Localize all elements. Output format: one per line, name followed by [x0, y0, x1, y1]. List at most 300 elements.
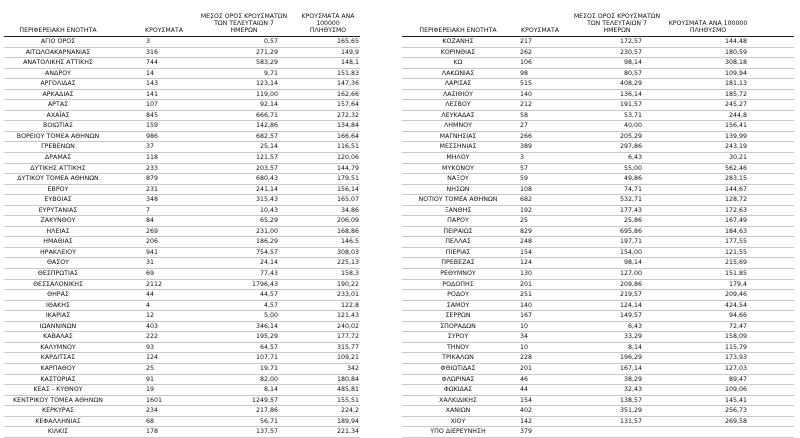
table-row	[402, 237, 794, 248]
region-cell: ΤΗΝΟΥ	[446, 343, 470, 351]
per100k-cell: 165,65	[336, 38, 359, 45]
table-row	[402, 121, 794, 132]
region-cell: ΞΑΝΘΗΣ	[444, 206, 472, 214]
per100k-cell: 34,86	[340, 206, 359, 214]
table-row	[402, 58, 794, 69]
avg-cell: 24,14	[259, 259, 278, 267]
per100k-cell: 424,54	[724, 301, 747, 309]
cases-cell: 201	[520, 364, 533, 372]
cases-cell: 68	[146, 417, 155, 425]
avg-cell: 38,29	[623, 375, 642, 383]
cases-cell: 93	[146, 343, 155, 351]
per100k-cell: 148,1	[340, 59, 359, 67]
per100k-cell: 244,8	[728, 111, 747, 119]
table-row	[402, 142, 794, 153]
region-cell: ΛΕΣΒΟΥ	[445, 101, 471, 109]
avg-cell: 754,57	[255, 248, 278, 256]
region-cell: ΧΙΟΥ	[450, 417, 466, 425]
avg-cell: 121,57	[255, 154, 278, 162]
table-row	[402, 206, 794, 217]
avg-cell: 271,29	[255, 48, 278, 56]
table-row	[4, 385, 360, 396]
region-cell: ΑΙΤΩΛΟΑΚΑΡΝΑΝΙΑΣ	[25, 48, 91, 56]
per100k-header-line-1: ΚΡΟΥΣΜΑΤΑ ΑΝΑ 100000	[301, 13, 355, 27]
cases-cell: 106	[520, 59, 533, 67]
left-table-body	[4, 37, 360, 438]
per100k-cell: 109,94	[724, 69, 747, 77]
avg-cell: 0,57	[263, 38, 278, 45]
cases-cell: 140	[520, 90, 533, 98]
cases-cell: 402	[520, 407, 533, 415]
table-row	[402, 290, 794, 301]
cases-cell: 31	[146, 259, 155, 267]
avg-cell: 98,14	[623, 259, 642, 267]
per100k-cell: 162,66	[336, 90, 359, 98]
table-row	[402, 79, 794, 90]
region-cell: ΦΛΩΡΙΝΑΣ	[441, 375, 475, 383]
region-cell: ΥΠΟ ΔΙΕΡΕΥΝΗΣΗ	[430, 428, 486, 436]
per100k-header-line-2: ΠΛΗΘΥΣΜΟ	[689, 27, 727, 34]
per100k-cell: 151,83	[336, 69, 359, 77]
per100k-cell: 308,03	[336, 248, 359, 256]
per100k-cell: 240,02	[336, 322, 359, 330]
per100k-cell: 134,84	[336, 122, 359, 130]
avg-cell: 56,71	[259, 417, 278, 425]
per100k-cell: 147,36	[336, 80, 359, 88]
region-cell: ΣΑΜΟΥ	[446, 301, 470, 309]
table-row	[402, 385, 794, 396]
region-cell: ΗΜΑΘΙΑΣ	[43, 238, 73, 246]
per100k-cell: 89,47	[728, 375, 747, 383]
per100k-cell: 256,73	[724, 407, 747, 415]
per100k-header	[668, 20, 748, 34]
region-cell: ΝΟΤΙΟΥ ΤΟΜΕΑ ΑΘΗΝΩΝ	[418, 196, 498, 204]
region-cell: ΣΕΡΡΩΝ	[445, 312, 471, 320]
avg-cell: 44,57	[259, 291, 278, 299]
region-cell: ΚΑΡΔΙΤΣΑΣ	[40, 354, 76, 362]
table-row	[4, 79, 360, 90]
cases-cell: 4	[146, 301, 151, 309]
cases-cell: 248	[520, 238, 533, 246]
region-cell: ΑΡΓΟΛΙΔΑΣ	[40, 80, 76, 88]
per100k-cell: 243,19	[724, 143, 747, 151]
avg-cell: 9,71	[263, 69, 278, 77]
cases-cell: 941	[146, 248, 159, 256]
table-row	[4, 100, 360, 111]
region-cell: ΛΑΚΩΝΙΑΣ	[441, 69, 475, 77]
per100k-cell: 184,63	[724, 227, 747, 235]
cases-cell: 46	[520, 375, 529, 383]
avg-cell: 209,86	[619, 280, 642, 288]
cases-cell: 845	[146, 111, 159, 119]
region-cell: ΙΘΑΚΗΣ	[46, 301, 70, 309]
cases-cell: 142	[520, 417, 533, 425]
cases-cell: 682	[520, 196, 533, 204]
cases-cell: 84	[146, 217, 155, 225]
avg-cell: 351,29	[619, 407, 642, 415]
table-row	[4, 248, 360, 259]
avg-cell: 119,00	[255, 90, 278, 98]
cases-cell: 108	[520, 185, 533, 193]
per100k-cell: 233,01	[336, 291, 359, 299]
region-cell: ΚΑΛΥΜΝΟΥ	[40, 343, 76, 351]
cases-cell: 3	[146, 38, 151, 45]
cases-cell: 379	[520, 428, 533, 436]
region-header: ΠΕΡΙΦΕΡΕΙΑΚΗ ΕΝΟΤΗΤΑ	[19, 27, 97, 34]
table-row	[4, 206, 360, 217]
region-cell: ΘΕΣΠΡΩΤΙΑΣ	[37, 270, 79, 278]
region-cell: ΣΠΟΡΑΔΩΝ	[440, 322, 476, 330]
cases-cell: 167	[520, 312, 533, 320]
per100k-cell: 121,43	[336, 312, 359, 320]
cases-cell: 154	[520, 396, 533, 404]
cases-cell: 348	[146, 196, 159, 204]
region-cell: ΡΕΘΥΜΝΟΥ	[440, 270, 476, 278]
region-cell: ΘΗΡΑΣ	[47, 291, 69, 299]
avg-cell: 186,29	[255, 238, 278, 246]
region-cell: ΘΕΣΣΑΛΟΝΙΚΗΣ	[33, 280, 83, 288]
region-header: ΠΕΡΙΦΕΡΕΙΑΚΗ ΕΝΟΤΗΤΑ	[419, 27, 497, 34]
table-row	[4, 164, 360, 175]
region-cell: ΝΑΞΟΥ	[447, 175, 469, 183]
avg-cell: 196,29	[619, 354, 642, 362]
cases-cell: 192	[520, 206, 533, 214]
per100k-cell: 224,2	[340, 407, 359, 415]
avg-cell: 195,29	[255, 333, 278, 341]
table-row	[402, 216, 794, 227]
right-table-header	[402, 6, 794, 37]
table-row	[402, 301, 794, 312]
region-cell: ΚΕΡΚΥΡΑΣ	[42, 407, 74, 415]
region-cell: ΜΥΚΟΝΟΥ	[442, 164, 474, 172]
cases-cell: 25	[146, 364, 155, 372]
cases-cell: 98	[520, 69, 529, 77]
avg-cell: 666,71	[255, 111, 278, 119]
per100k-cell: 342	[346, 364, 359, 372]
avg-header-line-3: ΗΜΕΡΩΝ	[230, 27, 258, 34]
avg-cell: 203,57	[255, 164, 278, 172]
cases-cell: 217	[520, 38, 533, 45]
per100k-cell: 155,51	[336, 396, 359, 404]
table-row	[4, 332, 360, 343]
avg-header-line-2: ΤΩΝ ΤΕΛΕΥΤΑΙΩΝ 7	[587, 20, 647, 27]
table-row	[4, 301, 360, 312]
table-row	[4, 343, 360, 354]
avg-cell: 583,29	[255, 59, 278, 67]
cases-cell: 141	[146, 90, 159, 98]
region-cell: ΔΥΤΙΚΗΣ ΑΤΤΙΚΗΣ	[30, 164, 86, 172]
table-row	[4, 364, 360, 375]
table-row	[402, 364, 794, 375]
avg-cell: 532,71	[619, 196, 642, 204]
region-cell: ΠΙΕΡΙΑΣ	[445, 248, 471, 256]
region-cell: ΜΕΣΣΗΝΙΑΣ	[439, 143, 477, 151]
avg-cell: 5,00	[263, 312, 278, 320]
avg-cell: 1796,43	[251, 280, 278, 288]
per100k-cell: 109,21	[336, 354, 359, 362]
avg-cell: 25,14	[259, 143, 278, 151]
region-cell: ΜΗΛΟΥ	[446, 154, 470, 162]
per100k-cell: 165,07	[336, 196, 359, 204]
table-row	[402, 185, 794, 196]
table-row	[4, 237, 360, 248]
table-row	[4, 417, 360, 428]
table-row	[4, 311, 360, 322]
table-row	[402, 164, 794, 175]
region-cell: ΚΟΡΙΝΘΙΑΣ	[440, 48, 476, 56]
avg-header	[200, 13, 288, 34]
cases-cell: 228	[520, 354, 533, 362]
table-row	[4, 142, 360, 153]
cases-cell: 44	[520, 386, 529, 394]
cases-cell: 19	[146, 386, 155, 394]
per100k-cell: 308,18	[724, 59, 747, 67]
region-cell: ΒΟΡΕΙΟΥ ΤΟΜΕΑ ΑΘΗΝΩΝ	[16, 132, 100, 140]
cases-cell: 829	[520, 227, 533, 235]
table-row	[402, 132, 794, 143]
cases-cell: 37	[146, 143, 155, 151]
avg-cell: 77,43	[259, 270, 278, 278]
region-cell: ΜΑΓΝΗΣΙΑΣ	[439, 132, 477, 140]
avg-cell: 197,71	[619, 238, 642, 246]
cases-cell: 124	[520, 259, 533, 267]
table-row	[4, 111, 360, 122]
avg-header	[572, 13, 662, 34]
table-row	[4, 227, 360, 238]
cases-cell: 251	[520, 291, 533, 299]
table-row	[4, 185, 360, 196]
region-cell: ΠΑΡΟΥ	[447, 217, 469, 225]
region-cell: ΕΒΡΟΥ	[47, 185, 69, 193]
avg-header-line-1: ΜΕΣΟΣ ΟΡΟΣ ΚΡΟΥΣΜΑΤΩΝ	[200, 13, 288, 20]
region-cell: ΒΟΙΩΤΙΑΣ	[43, 122, 73, 130]
region-cell: ΚΕΑΣ - ΚΥΘΝΟΥ	[33, 386, 83, 394]
per100k-cell: 156,41	[724, 122, 747, 130]
table-row	[4, 406, 360, 417]
table-row	[402, 111, 794, 122]
cases-cell: 91	[146, 375, 155, 383]
left-table	[4, 6, 360, 438]
per100k-cell: 215,69	[724, 259, 747, 267]
table-row	[4, 121, 360, 132]
per100k-cell: 177,55	[724, 238, 747, 246]
cases-cell: 7	[146, 206, 151, 214]
table-row	[4, 427, 360, 438]
table-row	[402, 353, 794, 364]
cases-cell: 986	[146, 132, 159, 140]
avg-cell: 123,14	[255, 80, 278, 88]
table-row	[402, 280, 794, 291]
per100k-cell: 172,63	[724, 206, 747, 214]
table-row	[4, 90, 360, 101]
table-row	[4, 216, 360, 227]
per100k-cell: 206,09	[336, 217, 359, 225]
table-row	[4, 48, 360, 59]
region-cell: ΑΝΑΤΟΛΙΚΗΣ ΑΤΤΙΚΗΣ	[23, 59, 93, 67]
table-row	[4, 396, 360, 407]
cases-cell: 159	[146, 122, 159, 130]
region-cell: ΚΑΣΤΟΡΙΑΣ	[40, 375, 76, 383]
cases-cell: 130	[520, 270, 533, 278]
table-row	[402, 227, 794, 238]
per100k-cell: 181,13	[724, 80, 747, 88]
per100k-cell: 221,34	[336, 428, 359, 436]
table-row	[402, 100, 794, 111]
cases-cell: 143	[146, 80, 159, 88]
avg-cell: 92,14	[259, 101, 278, 109]
cases-cell: 2112	[146, 280, 163, 288]
table-row	[4, 37, 360, 48]
table-row	[4, 290, 360, 301]
table-row	[402, 417, 794, 428]
avg-cell: 8,14	[627, 343, 642, 351]
region-cell: ΛΑΡΙΣΑΣ	[444, 80, 472, 88]
region-cell: ΑΓΙΟ ΟΡΟΣ	[40, 38, 76, 45]
avg-cell: 8,14	[263, 386, 278, 394]
region-cell: ΚΩ	[453, 59, 463, 67]
cases-cell: 10	[520, 343, 529, 351]
avg-cell: 172,57	[619, 38, 642, 45]
avg-cell: 136,14	[619, 90, 642, 98]
per100k-cell: 180,84	[336, 375, 359, 383]
table-row	[402, 406, 794, 417]
per100k-cell: 72,47	[728, 322, 747, 330]
region-cell: ΚΙΛΚΙΣ	[47, 428, 69, 436]
region-cell: ΔΡΑΜΑΣ	[44, 154, 72, 162]
avg-cell: 6,43	[627, 322, 642, 330]
cases-cell: 212	[520, 101, 533, 109]
cases-cell: 58	[520, 111, 529, 119]
region-cell: ΤΡΙΚΑΛΩΝ	[442, 354, 474, 362]
avg-cell: 682,57	[255, 132, 278, 140]
per100k-cell: 485,81	[336, 386, 359, 394]
region-cell: ΛΑΣΙΘΙΟΥ	[442, 90, 474, 98]
per100k-cell: 158,3	[340, 270, 359, 278]
cases-cell: 154	[520, 248, 533, 256]
avg-cell: 49,86	[623, 175, 642, 183]
table-row	[402, 153, 794, 164]
per100k-cell: 145,41	[724, 396, 747, 404]
table-row	[402, 427, 794, 438]
cases-cell: 201	[520, 280, 533, 288]
avg-cell: 191,57	[619, 101, 642, 109]
avg-cell: 64,57	[259, 343, 278, 351]
avg-cell: 241,14	[255, 185, 278, 193]
per100k-cell: 209,46	[724, 291, 747, 299]
per100k-cell: 173,93	[724, 354, 747, 362]
avg-cell: 6,43	[627, 154, 642, 162]
table-row	[4, 353, 360, 364]
region-cell: ΡΟΔΟΠΗΣ	[442, 280, 474, 288]
cases-cell: 403	[146, 322, 159, 330]
avg-cell: 408,29	[619, 80, 642, 88]
region-cell: ΠΡΕΒΕΖΑΣ	[441, 259, 475, 267]
avg-cell: 154,00	[619, 248, 642, 256]
per100k-cell: 121,55	[724, 248, 747, 256]
cases-cell: 12	[146, 312, 155, 320]
avg-cell: 25,86	[623, 217, 642, 225]
per100k-cell: 269,58	[724, 417, 747, 425]
per100k-header	[292, 13, 364, 34]
cases-cell: 879	[146, 175, 159, 183]
region-cell: ΓΡΕΒΕΝΩΝ	[41, 143, 75, 151]
per100k-cell: 127,03	[724, 364, 747, 372]
avg-cell: 74,71	[623, 185, 642, 193]
per100k-cell: 156,14	[336, 185, 359, 193]
table-row	[402, 48, 794, 59]
cases-cell: 57	[520, 164, 529, 172]
cases-cell: 515	[520, 80, 533, 88]
region-cell: ΘΑΣΟΥ	[46, 259, 70, 267]
per100k-cell: 116,51	[336, 143, 359, 151]
per100k-cell: 146,5	[340, 238, 359, 246]
per100k-cell: 315,77	[336, 343, 359, 351]
cases-cell: 107	[146, 101, 159, 109]
avg-header-line-2: ΤΩΝ ΤΕΛΕΥΤΑΙΩΝ 7	[214, 20, 274, 27]
per100k-cell: 30,21	[728, 154, 747, 162]
table-row	[4, 132, 360, 143]
per100k-cell: 245,27	[724, 101, 747, 109]
per100k-cell: 166,64	[336, 132, 359, 140]
cases-header: ΚΡΟΥΣΜΑΤΑ	[145, 27, 183, 34]
avg-cell: 4,57	[263, 301, 278, 309]
per100k-cell: 225,13	[336, 259, 359, 267]
per100k-cell: 144,48	[724, 38, 747, 45]
per100k-cell: 179,4	[728, 280, 747, 288]
table-row	[4, 375, 360, 386]
cases-cell: 206	[146, 238, 159, 246]
avg-cell: 695,86	[619, 227, 642, 235]
table-row	[402, 375, 794, 386]
avg-header-line-3: ΗΜΕΡΩΝ	[603, 27, 631, 34]
table-row	[402, 248, 794, 259]
per100k-cell: 139,99	[724, 132, 747, 140]
avg-cell: 137,57	[255, 428, 278, 436]
table-row	[402, 37, 794, 48]
avg-cell: 217,86	[255, 407, 278, 415]
cases-cell: 140	[520, 301, 533, 309]
table-row	[4, 58, 360, 69]
cases-cell: 231	[146, 185, 159, 193]
avg-header-line-1: ΜΕΣΟΣ ΟΡΟΣ ΚΡΟΥΣΜΑΤΩΝ	[573, 13, 661, 20]
avg-cell: 80,57	[623, 69, 642, 77]
left-table-header	[4, 6, 360, 37]
per100k-cell: 179,51	[336, 175, 359, 183]
table-row	[402, 322, 794, 333]
region-cell: ΛΗΜΝΟΥ	[444, 122, 472, 130]
avg-cell: 142,86	[255, 122, 278, 130]
avg-cell: 33,29	[623, 333, 642, 341]
table-row	[402, 343, 794, 354]
per100k-cell: 190,22	[336, 280, 359, 288]
avg-cell: 65,29	[259, 217, 278, 225]
avg-cell: 205,29	[619, 132, 642, 140]
cases-cell: 269	[146, 227, 159, 235]
avg-cell: 82,00	[259, 375, 278, 383]
region-cell: ΚΕΝΤΡΙΚΟΥ ΤΟΜΕΑ ΑΘΗΝΩΝ	[12, 396, 103, 404]
avg-cell: 1249,57	[251, 396, 278, 404]
cases-cell: 69	[146, 270, 155, 278]
per100k-cell: 144,67	[724, 185, 747, 193]
avg-cell: 231,00	[255, 227, 278, 235]
avg-cell: 32,43	[623, 386, 642, 394]
region-cell: ΦΘΙΩΤΙΔΑΣ	[440, 364, 476, 372]
cases-cell: 233	[146, 164, 159, 172]
table-row	[402, 311, 794, 322]
avg-cell: 53,71	[623, 111, 642, 119]
table-row	[402, 69, 794, 80]
table-row	[4, 69, 360, 80]
